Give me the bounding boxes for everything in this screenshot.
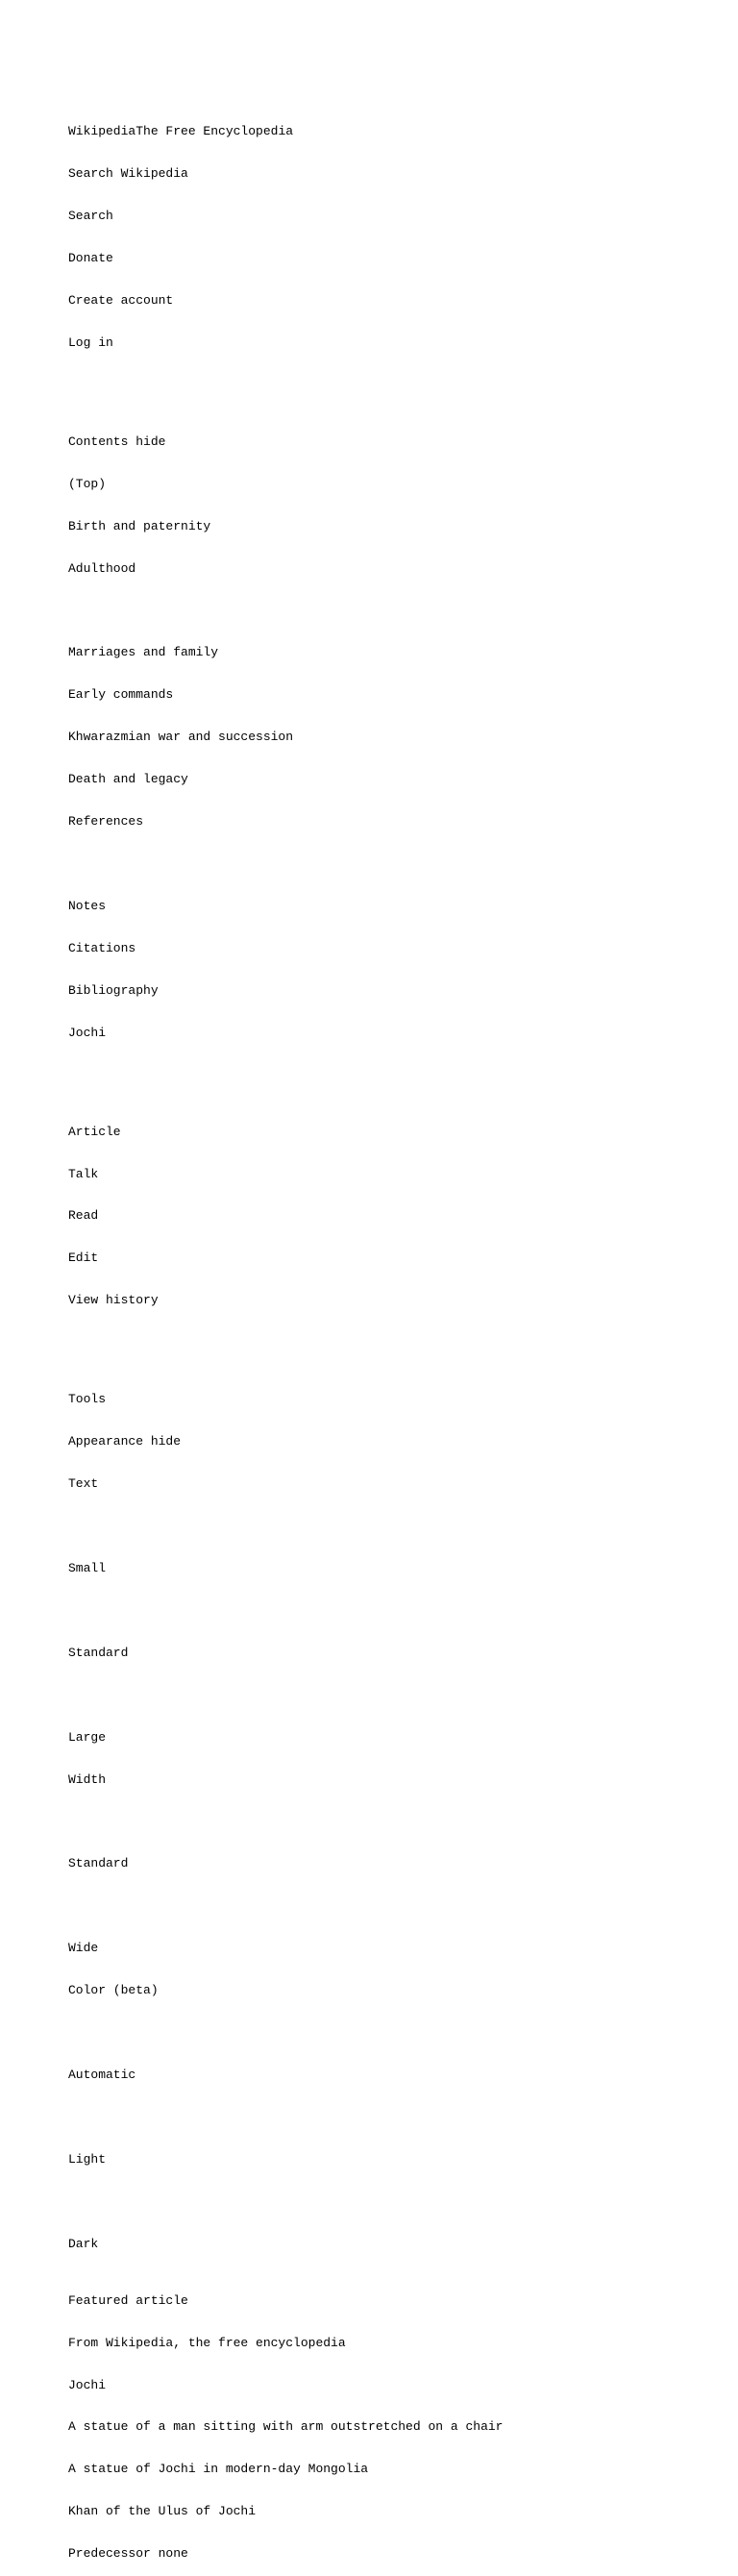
width-option-standard[interactable]: Standard bbox=[68, 1856, 129, 1871]
tab-edit[interactable]: Edit bbox=[68, 1251, 99, 1266]
spacer bbox=[68, 1069, 503, 1083]
donate-link[interactable]: Donate bbox=[68, 251, 113, 266]
color-option-light[interactable]: Light bbox=[68, 2152, 107, 2167]
toc-item-citations[interactable]: Citations bbox=[68, 941, 136, 956]
toc-item-bibliography[interactable]: Bibliography bbox=[68, 983, 159, 999]
logo-tagline[interactable]: The Free Encyclopedia bbox=[135, 124, 294, 139]
toc-item-early-commands[interactable]: Early commands bbox=[68, 687, 174, 703]
tab-view-history[interactable]: View history bbox=[68, 1293, 159, 1308]
spacer bbox=[68, 379, 503, 393]
spacer bbox=[68, 1899, 503, 1914]
toc-item-khwarazmian-war[interactable]: Khwarazmian war and succession bbox=[68, 730, 294, 745]
spacer bbox=[68, 604, 503, 618]
color-option-automatic[interactable]: Automatic bbox=[68, 2068, 136, 2083]
toc-item-adulthood[interactable]: Adulthood bbox=[68, 560, 136, 576]
toc-item-death-and-legacy[interactable]: Death and legacy bbox=[68, 772, 188, 787]
spacer bbox=[68, 2111, 503, 2125]
spacer bbox=[68, 1604, 503, 1619]
text-size-option-standard[interactable]: Standard bbox=[68, 1645, 129, 1660]
spacer bbox=[68, 1689, 503, 1703]
infobox-predecessor: Predecessor none bbox=[68, 2546, 188, 2562]
logo-wordmark[interactable]: Wikipedia bbox=[68, 124, 136, 139]
tab-read[interactable]: Read bbox=[68, 1208, 99, 1224]
infobox-role: Khan of the Ulus of Jochi bbox=[68, 2504, 257, 2519]
appearance-heading[interactable]: Appearance hide bbox=[68, 1433, 182, 1449]
width-label: Width bbox=[68, 1771, 107, 1787]
spacer bbox=[68, 1336, 503, 1350]
text-size-label: Text bbox=[68, 1475, 99, 1491]
toc-item-birth-and-paternity[interactable]: Birth and paternity bbox=[68, 518, 211, 533]
toc-heading[interactable]: Contents hide bbox=[68, 433, 166, 449]
article-tagline: From Wikipedia, the free encyclopedia bbox=[68, 2335, 346, 2350]
toc-item-top[interactable]: (Top) bbox=[68, 476, 107, 491]
article-title: Jochi bbox=[68, 2377, 107, 2392]
toc-item-notes[interactable]: Notes bbox=[68, 899, 107, 914]
toc-article-title: Jochi bbox=[68, 1025, 107, 1040]
toc-item-marriages-and-family[interactable]: Marriages and family bbox=[68, 645, 219, 660]
color-label: Color (beta) bbox=[68, 1983, 159, 1998]
text-size-option-small[interactable]: Small bbox=[68, 1560, 107, 1575]
toc-item-references[interactable]: References bbox=[68, 814, 144, 830]
page-content bbox=[68, 97, 503, 2576]
infobox-image-caption: A statue of Jochi in modern-day Mongolia bbox=[68, 2462, 369, 2477]
log-in-link[interactable]: Log in bbox=[68, 335, 113, 351]
spacer bbox=[68, 857, 503, 872]
search-button[interactable]: Search bbox=[68, 209, 113, 224]
text-size-option-large[interactable]: Large bbox=[68, 1729, 107, 1745]
spacer bbox=[68, 1815, 503, 1829]
tab-article[interactable]: Article bbox=[68, 1124, 121, 1139]
tab-talk[interactable]: Talk bbox=[68, 1166, 99, 1181]
infobox-image[interactable]: A statue of a man sitting with arm outstretched on a chair bbox=[68, 2419, 504, 2435]
tools-menu-button[interactable]: Tools bbox=[68, 1391, 107, 1406]
spacer bbox=[68, 2026, 503, 2041]
create-account-link[interactable]: Create account bbox=[68, 293, 174, 309]
search-input[interactable]: Search Wikipedia bbox=[68, 166, 188, 182]
spacer bbox=[68, 2195, 503, 2210]
featured-article-badge[interactable]: Featured article bbox=[68, 2292, 188, 2308]
color-option-dark[interactable]: Dark bbox=[68, 2236, 99, 2251]
site-logo[interactable] bbox=[68, 125, 503, 139]
width-option-wide[interactable]: Wide bbox=[68, 1941, 99, 1956]
spacer bbox=[68, 1520, 503, 1534]
